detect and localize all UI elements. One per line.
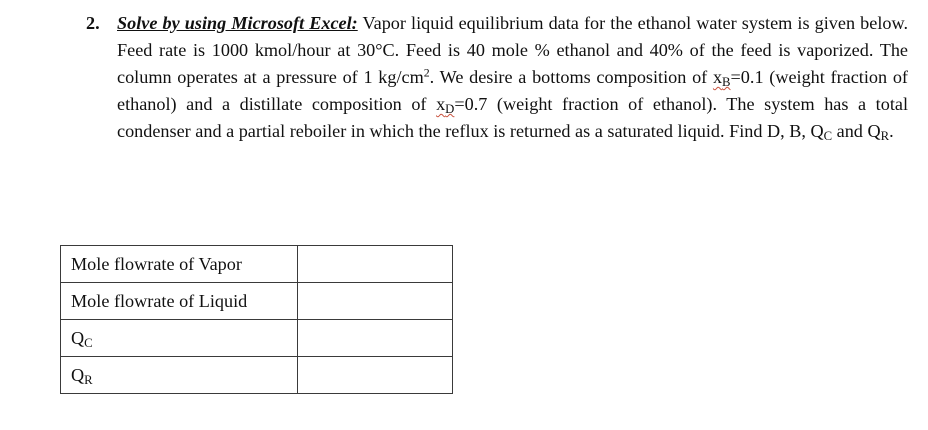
qr-symbol: $Q_R$ [867,121,890,144]
question-text [117,10,908,145]
bottoms-text: . We desire a bottoms composition of [429,67,713,87]
table-row [61,357,453,394]
question-lead: Solve by using Microsoft Excel: [117,13,358,33]
xb-value: =0.1 (weight fraction of ethanol) and a distillate composition of [117,67,908,114]
table-row [61,283,453,320]
xd-symbol: $x_D$ [436,94,455,117]
qr-value[interactable] [298,357,453,394]
xd-value: =0.7 (weight fraction of ethanol). The system has a total condenser and a partial reboiler in which the reflux is returned as a saturated liquid. Find D, B, [117,94,908,141]
qc-symbol: $Q_C$ [810,121,833,144]
liquid-flowrate-label: Mole flowrate of Liquid [61,283,298,320]
question-block [86,10,908,145]
table-row [61,246,453,283]
and-text: and [832,121,868,141]
vapor-flowrate-value[interactable] [298,246,453,283]
pressure-exponent: 2 [423,65,430,80]
question-number: 2. [86,13,100,33]
qr-label: $Q_R$ [61,357,298,394]
qc-value[interactable] [298,320,453,357]
question-end: . [889,121,894,141]
question-intro: Vapor liquid equilibrium data for the ethanol water system is given below. Feed rate is 1000 kmol/hour at 30°C. Feed is 40 mole % ethanol and 40% of the feed is vaporized. The column operates at a pressure of 1 kg/cm [117,13,908,87]
xb-symbol: $x_B$ [712,67,731,90]
qc-label: $Q_C$ [61,320,298,357]
vapor-flowrate-label: Mole flowrate of Vapor [61,246,298,283]
answer-table [60,245,453,394]
table-row [61,320,453,357]
liquid-flowrate-value[interactable] [298,283,453,320]
